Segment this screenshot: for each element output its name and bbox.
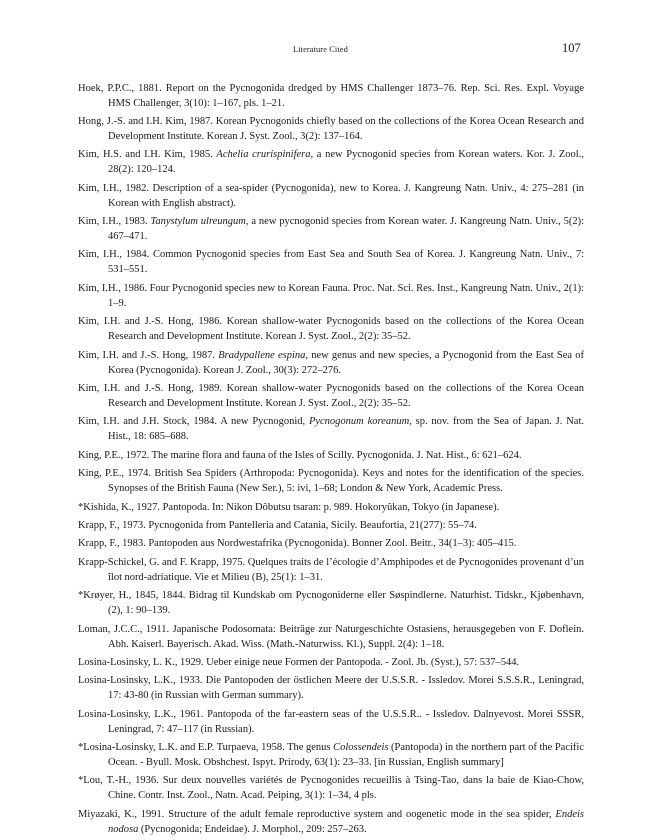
reference-text: Loman, J.C.C., 1911. Japanische Podosomata: Beiträge zur Naturgeschichte Ostasiens, herausgegeben von F. Doflein. Abh. Kaiserl. Bayerisch. Akad. Wiss. (Math.-Naturwiss. Kl.), Suppl. 2(4): 1–18. xyxy=(78,624,584,650)
reference-entry xyxy=(78,622,584,652)
reference-entry xyxy=(78,414,584,444)
reference-text: Hong, J.-S. and I.H. Kim, 1987. Korean Pycnogonids chiefly based on the collections of the Korea Ocean Research and Development Institute. Korean J. Syst. Zool., 3(2): 137–164. xyxy=(78,116,584,142)
reference-text: King, P.E., 1972. The marine flora and fauna of the Isles of Scilly. Pycnogonida. J. Nat. Hist., 6: 621–624. xyxy=(78,450,522,461)
reference-text: Kim, I.H., 1986. Four Pycnogonid species new to Korean Fauna. Proc. Nat. Sci. Res. Inst., Kangreung Natn. Univ., 2(1): 1–9. xyxy=(78,283,584,309)
reference-text: *Losina-Losinsky, L.K. and E.P. Turpaeva, 1958. The genus xyxy=(78,742,333,753)
reference-text: Krapp-Schickel, G. and F. Krapp, 1975. Quelques traits de l’écologie d’Amphipodes et de Pycnogonides provenant d’un îlot nord-adriatique. Vie et Milieu (B), 25(1): 1–31. xyxy=(78,557,584,583)
reference-text: *Kishida, K., 1927. Pantopoda. In: Nikon Dôbutsu tsaran: p. 989. Hokoryûkan, Tokyo (in Japanese). xyxy=(78,502,499,513)
reference-text: *Krøyer, H., 1845, 1844. Bidrag til Kundskab om Pycnogoniderne eller Søspindlerne. Naturhist. Tidskr., Kjøbenhavn, (2), 1: 90–139. xyxy=(78,590,584,616)
reference-text: Krapp, F., 1983. Pantopoden aus Nordwestafrika (Pycnogonida). Bonner Zool. Beitr., 34(1–3): 405–415. xyxy=(78,538,516,549)
taxon-name: Tanystylum ulreungum xyxy=(150,216,245,227)
reference-entry xyxy=(78,588,584,618)
reference-entry xyxy=(78,655,584,670)
reference-entry xyxy=(78,348,584,378)
reference-entry xyxy=(78,740,584,770)
reference-entry xyxy=(78,518,584,533)
reference-text: Miyazaki, K., 1991. Structure of the adult female reproductive system and oogenetic mode in the sea spider, xyxy=(78,809,555,820)
taxon-name: Endeis nodosa xyxy=(108,809,584,835)
reference-text: Losina-Losinsky, L.K., 1961. Pantopoda of the far-eastern seas of the U.S.S.R.. - Issledov. Dalnyevost. Morei SSSR, Leningrad, 7: 47–117 (in Russian). xyxy=(78,709,584,735)
reference-text: Kim, I.H., 1983. xyxy=(78,216,150,227)
reference-entry xyxy=(78,466,584,496)
reference-text: *Lou, T.-H., 1936. Sur deux nouvelles variétés de Pycnogonides recueillis à Tsing-Tao, dans la baie de Kiao-Chow, Chine. Contr. Inst. Zool., Natn. Acad. Peiping, 3(1): 1–34, 4 pls. xyxy=(78,775,584,801)
reference-entry xyxy=(78,555,584,585)
reference-entry xyxy=(78,247,584,277)
reference-entry xyxy=(78,536,584,551)
reference-entry xyxy=(78,114,584,144)
reference-entry xyxy=(78,773,584,803)
reference-text: Kim, I.H. and J.-S. Hong, 1986. Korean shallow-water Pycnogonids based on the collections of the Korea Ocean Research and Development Institute. Korean J. Syst. Zool., 2(2): 35–52. xyxy=(78,316,584,342)
reference-text: King, P.E., 1974. British Sea Spiders (Arthropoda: Pycnogonida). Keys and notes for the identification of the species. Synopses of the British Fauna (New Ser.), 5: ivi, 1–68; London & New York, Academic Press. xyxy=(78,468,584,494)
reference-entry xyxy=(78,314,584,344)
reference-entry xyxy=(78,81,584,111)
reference-text: Kim, H.S. and I.H. Kim, 1985. xyxy=(78,149,216,160)
reference-entry xyxy=(78,181,584,211)
reference-text: (Pantopoda) in the northern part of the Pacific Ocean. - Byull. Mosk. Obshchest. Ispyt. Prirody, 63(1): 23–33. [in Russian, English summary] xyxy=(108,742,584,768)
reference-text: Hoek, P.P.C., 1881. Report on the Pycnogonida dredged by HMS Challenger 1873–76. Rep. Sci. Res. Expl. Voyage HMS Challenger, 3(10): 1–167, pls. 1–21. xyxy=(78,83,584,109)
reference-text: Kim, I.H. and J.-S. Hong, 1987. xyxy=(78,350,218,361)
taxon-name: Bradypallene espina xyxy=(218,350,305,361)
reference-text: , a new Pycnogonid species from Korean waters. Kor. J. Zool., 28(2): 120–124. xyxy=(108,149,584,175)
reference-text: (Pycnogonida; Endeidae). J. Morphol., 209: 257–263. xyxy=(138,824,366,835)
reference-text: , new genus and new species, a Pycnogonid from the East Sea of Korea (Pycnogonida). Korean J. Zool., 30(3): 272–276. xyxy=(108,350,584,376)
reference-text: Kim, I.H., 1982. Description of a sea-spider (Pycnogonida), new to Korea. J. Kangreung Natn. Univ., 4: 275–281 (in Korean with English abstract). xyxy=(78,183,584,209)
reference-text: Kim, I.H. and J.H. Stock, 1984. A new Pycnogonid, xyxy=(78,416,309,427)
reference-text: Kim, I.H., 1984. Common Pycnogonid species from East Sea and South Sea of Korea. J. Kangreung Natn. Univ., 7: 531–551. xyxy=(78,249,584,275)
reference-text: Kim, I.H. and J.-S. Hong, 1989. Korean shallow-water Pycnogonids based on the collections of the Korea Ocean Research and Development Institute. Korean J. Syst. Zool., 2(2): 35–52. xyxy=(78,383,584,409)
reference-text: Losina-Losinsky, L.K., 1933. Die Pantopoden der östlichen Meere der U.S.S.R. - Issledov. Morei S.S.S.R., Leningrad, 17: 43-80 (in Russian with German summary). xyxy=(78,675,584,701)
taxon-name: Pycnogonum koreanum xyxy=(309,416,409,427)
reference-entry xyxy=(78,673,584,703)
reference-entry xyxy=(78,147,584,177)
taxon-name: Colossendeis xyxy=(333,742,388,753)
reference-text: Losina-Losinsky, L. K., 1929. Ueber einige neue Formen der Pantopoda. - Zool. Jb. (Syst.), 57: 537–544. xyxy=(78,657,519,668)
reference-entry xyxy=(78,707,584,737)
taxon-name: Achelia crurispinifera xyxy=(216,149,310,160)
reference-entry xyxy=(78,448,584,463)
reference-text: , a new pycnogonid species from Korean water. J. Kangreung Natn. Univ., 5(2): 467–471. xyxy=(108,216,584,242)
reference-entry xyxy=(78,381,584,411)
page-number: 107 xyxy=(562,41,581,56)
reference-text: , sp. nov. from the Sea of Japan. J. Nat. Hist., 18: 685–688. xyxy=(108,416,584,442)
reference-entry xyxy=(78,500,584,515)
reference-entry xyxy=(78,281,584,311)
reference-list xyxy=(78,81,584,840)
running-head: Literature Cited xyxy=(293,45,348,54)
reference-text: Krapp, F., 1973. Pycnogonida from Pantelleria and Catania, Sicily. Beaufortia, 21(277): 55–74. xyxy=(78,520,477,531)
reference-entry xyxy=(78,807,584,837)
reference-entry xyxy=(78,214,584,244)
